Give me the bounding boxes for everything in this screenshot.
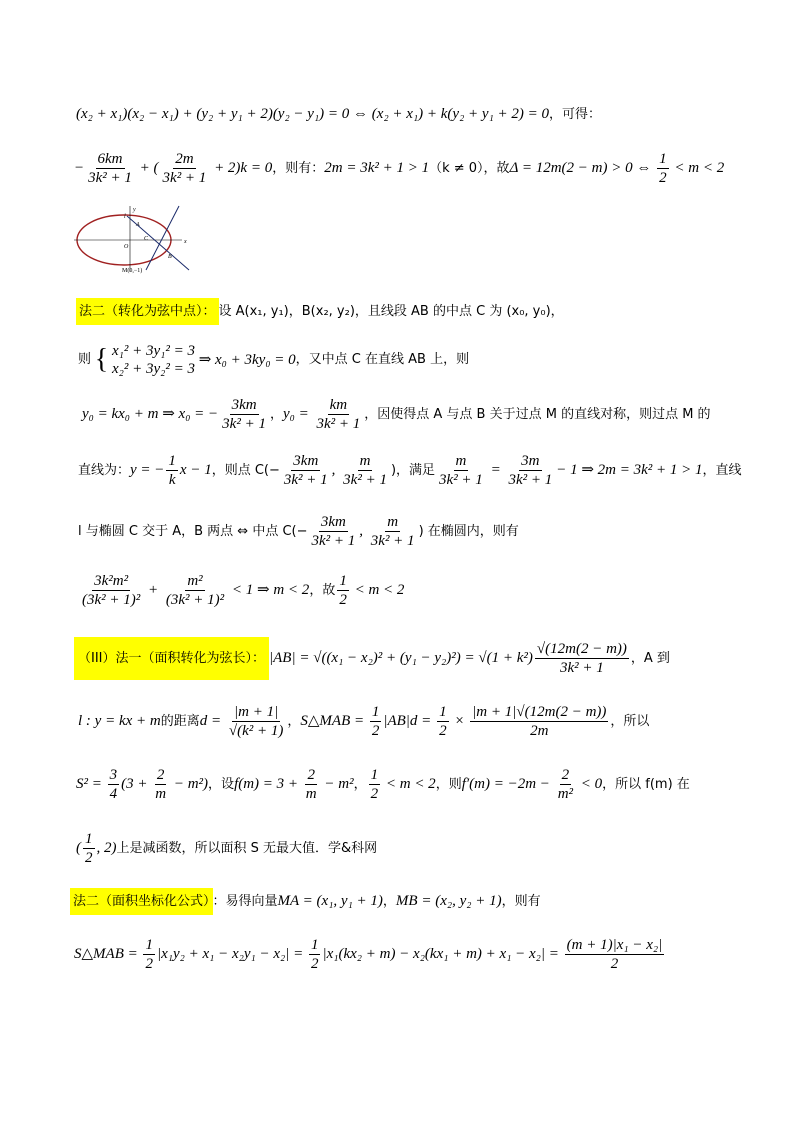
label-o: O xyxy=(124,244,129,250)
numerator: 1 xyxy=(145,937,153,953)
numerator: m xyxy=(359,453,371,469)
fraction xyxy=(164,572,226,609)
line-13 xyxy=(70,892,541,910)
fraction xyxy=(369,766,381,803)
operator: × xyxy=(450,712,469,729)
section-heading-part-3-method-1: （III）法一（面积转化为弦长）： xyxy=(74,637,269,680)
line-l xyxy=(146,206,179,270)
numerator: 1 xyxy=(370,767,379,783)
denominator: (3k² + 1)² xyxy=(82,592,141,608)
fraction xyxy=(304,766,319,803)
fraction xyxy=(369,513,417,550)
text: （k ≠ 0），故 xyxy=(429,160,510,176)
separator: ， xyxy=(269,406,283,422)
fraction xyxy=(556,766,575,803)
line-12 xyxy=(76,830,377,867)
text: ，可得： xyxy=(549,107,602,122)
numerator: 2 xyxy=(561,767,570,783)
denominator: m xyxy=(305,786,317,802)
text: 上是减函数，所以面积 S 无最大值．学&科网 xyxy=(116,840,378,856)
numerator: 1 xyxy=(439,704,447,720)
equation: S² = xyxy=(76,775,106,792)
equation: < m < 2 xyxy=(382,775,436,792)
fraction xyxy=(86,150,134,187)
denominator: k xyxy=(168,472,176,488)
denominator: 2 xyxy=(145,956,153,972)
fraction xyxy=(341,452,389,489)
equation: < 0 xyxy=(577,775,603,792)
fraction xyxy=(166,452,178,489)
fraction xyxy=(282,452,330,489)
fraction xyxy=(370,703,382,740)
text: ，A 到 xyxy=(630,650,670,666)
denominator: 3k² + 1 xyxy=(311,533,356,549)
line-1 xyxy=(76,105,601,123)
brace: { xyxy=(94,344,109,375)
numerator: 3k²m² xyxy=(94,573,129,589)
numerator: 3km xyxy=(293,453,319,469)
denominator: 2 xyxy=(85,850,93,866)
text: ，所以 f(m) 在 xyxy=(602,776,690,792)
denominator: 4 xyxy=(109,786,118,802)
equation: < m < 2 xyxy=(670,159,725,176)
denominator: 2 xyxy=(370,786,379,802)
label-b: B xyxy=(168,254,172,260)
numerator: √(12m(2 − m)) xyxy=(536,641,627,657)
text: ，则 xyxy=(435,776,462,792)
fraction xyxy=(506,452,554,489)
line-7 xyxy=(78,513,519,550)
numerator: 2 xyxy=(156,767,165,783)
equation-tail: + 2)k = 0 xyxy=(210,159,273,176)
equation: y = − xyxy=(130,461,165,478)
numerator: |m + 1| xyxy=(234,704,279,720)
equation: S△MAB = xyxy=(74,945,142,962)
equation: l : y = kx + m xyxy=(78,712,161,729)
numerator: (m + 1)|x₁ − x₂| xyxy=(566,937,663,953)
text: l 与椭圆 C 交于 A，B 两点 ⇔ 中点 C(− xyxy=(78,523,308,539)
fraction xyxy=(565,936,665,973)
numerator: 1 xyxy=(310,937,319,953)
equation: f(m) = 3 + xyxy=(234,775,302,792)
equation: Δ = 12m(2 − m) > 0 ⇔ xyxy=(509,159,656,176)
denominator: 2 xyxy=(310,956,319,972)
denominator: 3k² + 1 xyxy=(343,472,387,488)
fraction xyxy=(220,396,268,433)
denominator: 3k² + 1 xyxy=(439,472,483,488)
separator: , xyxy=(331,461,340,478)
denominator: 2 xyxy=(610,956,619,972)
text: ，则有 xyxy=(501,894,541,909)
operator: + xyxy=(144,581,162,598)
denominator: 2 xyxy=(371,723,380,739)
separator: , xyxy=(359,522,367,539)
text: 设 A(x₁, y₁)，B(x₂, y₂)，且线段 AB 的中点 C 为 (x₀, y₀)， xyxy=(218,304,564,319)
numerator: 2m xyxy=(175,151,194,167)
numerator: 3 xyxy=(109,767,118,783)
fraction xyxy=(161,150,209,187)
numerator: 1 xyxy=(371,704,380,720)
equation: 2m = 3k² + 1 > 1 xyxy=(324,159,430,176)
denominator: 2 xyxy=(439,723,447,739)
denominator: 3k² + 1 xyxy=(88,170,132,186)
fraction xyxy=(437,452,485,489)
numerator: 6km xyxy=(97,151,123,167)
equation: (3 + xyxy=(121,775,152,792)
separator: ， xyxy=(382,894,396,909)
text: ，直线 xyxy=(702,462,742,478)
fraction xyxy=(108,766,120,803)
equation-system xyxy=(112,342,195,378)
numerator: 1 xyxy=(85,831,93,847)
numerator: 2 xyxy=(307,767,315,783)
denominator: 2m xyxy=(530,723,549,739)
equation: y₀ = kx₀ + m ⇒ x₀ = − xyxy=(82,405,219,422)
numerator: 3km xyxy=(231,397,257,413)
line-6 xyxy=(78,452,742,489)
fraction xyxy=(657,150,669,187)
line-8 xyxy=(78,572,404,609)
fraction xyxy=(437,703,449,740)
denominator: (3k² + 1)² xyxy=(165,592,225,608)
line-11 xyxy=(76,766,690,803)
text: ，故 xyxy=(309,582,336,598)
equation: |AB|d = xyxy=(383,712,436,729)
equation: y₀ = xyxy=(282,405,313,422)
equation: x − 1 xyxy=(179,461,212,478)
fraction xyxy=(143,936,155,973)
numerator: 1 xyxy=(168,453,176,469)
denominator: 3k² + 1 xyxy=(560,660,604,676)
label-m: M(0,−1) xyxy=(122,268,143,274)
numerator: km xyxy=(329,397,348,413)
equation: < m < 2 xyxy=(350,581,405,598)
paren-open: ( xyxy=(76,839,81,856)
fraction xyxy=(314,396,362,433)
denominator: 3k² + 1 xyxy=(508,472,553,488)
fraction xyxy=(80,572,142,609)
line-4 xyxy=(78,342,469,378)
numerator: |m + 1|√(12m(2 − m)) xyxy=(472,704,607,720)
numerator: 3m xyxy=(521,453,540,469)
line-10 xyxy=(78,703,649,740)
separator: ， xyxy=(287,713,301,729)
operator: = xyxy=(486,461,505,478)
fraction xyxy=(470,703,608,740)
numerator: 1 xyxy=(339,573,347,589)
equation: |AB| = √((x₁ − x₂)² + (y₁ − y₂)²) = √(1 + k²) xyxy=(269,649,533,666)
label-a: A xyxy=(136,222,140,228)
text: ：易得向量 xyxy=(212,894,278,909)
numerator: m xyxy=(387,514,399,530)
label-c: C xyxy=(144,236,149,242)
text: )，满足 xyxy=(390,462,436,478)
minus-sign: − xyxy=(74,159,85,176)
system-eq-2: x₂² + 3y₂² = 3 xyxy=(111,361,195,377)
ellipse-figure xyxy=(74,202,194,274)
section-heading-method-2-coordinates: 法二（面积坐标化公式） xyxy=(70,888,213,915)
line-14 xyxy=(74,936,666,973)
fraction xyxy=(153,766,168,803)
denominator: 2 xyxy=(339,592,347,608)
text: ，又中点 C 在直线 AB 上，则 xyxy=(295,352,470,368)
equation: S△MAB = xyxy=(300,712,368,729)
numerator: 1 xyxy=(659,151,667,167)
text: ，因使得点 A 与点 B 关于过点 M 的直线对称，则过点 M 的 xyxy=(364,406,711,422)
line-3 xyxy=(76,302,564,320)
line-2 xyxy=(74,150,724,187)
text: 的距离 xyxy=(160,713,200,729)
equation: (x₂ + x₁)(x₂ − x₁) + (y₂ + y₁ + 2)(y₂ − y₁) = 0 ⇔ (x₂ + x₁) + k(y₂ + y₁ + 2) = 0 xyxy=(76,106,550,122)
denominator: 2 xyxy=(659,170,667,186)
denominator: 3k² + 1 xyxy=(370,533,415,549)
operator: + ( xyxy=(135,159,159,176)
fraction xyxy=(83,830,95,867)
denominator: m xyxy=(155,786,167,802)
fraction xyxy=(337,572,349,609)
label-l: l xyxy=(124,214,126,220)
denominator: 3k² + 1 xyxy=(283,472,328,488)
label-x: x xyxy=(184,239,187,245)
text: ，设 xyxy=(208,776,235,792)
equation: − 1 ⇒ 2m = 3k² + 1 > 1 xyxy=(556,461,703,478)
numerator: m xyxy=(455,453,467,469)
text: 则 xyxy=(78,352,92,368)
denominator: 3k² + 1 xyxy=(162,170,207,186)
equation: f′(m) = −2m − xyxy=(461,775,554,792)
fraction xyxy=(227,703,286,740)
text: 直线为： xyxy=(78,462,131,478)
fraction xyxy=(309,936,321,973)
text: ) 在椭圆内，则有 xyxy=(418,523,519,539)
equation: − m² xyxy=(320,775,354,792)
label-y: y xyxy=(133,207,136,213)
fraction xyxy=(535,640,629,677)
text: ，则有： xyxy=(272,160,325,176)
numerator: m² xyxy=(187,573,203,589)
section-heading-method-2: 法二（转化为弦中点）： xyxy=(76,298,219,325)
denominator: √(k² + 1) xyxy=(228,723,284,739)
equation: |x₁y₂ + x₁ − x₂y₁ − x₂| = xyxy=(156,945,307,962)
vector-ma: MA = (x₁, y₁ + 1) xyxy=(277,893,383,909)
equation: < 1 ⇒ m < 2 xyxy=(228,581,310,598)
equation: − m²) xyxy=(170,775,209,792)
denominator: m² xyxy=(557,786,574,802)
fraction xyxy=(310,513,358,550)
separator: ， xyxy=(353,776,367,792)
text: ，所以 xyxy=(610,713,650,729)
equation: ⇒ x₀ + 3ky₀ = 0 xyxy=(198,352,296,368)
equation: d = xyxy=(199,712,225,729)
numerator: 3km xyxy=(320,514,346,530)
denominator: 3k² + 1 xyxy=(222,416,266,432)
equation: , 2) xyxy=(96,839,117,856)
denominator: 3k² + 1 xyxy=(316,416,361,432)
line-5 xyxy=(82,396,711,433)
system-eq-1: x₁² + 3y₁² = 3 xyxy=(111,343,195,359)
vector-mb: MB = (x₂, y₂ + 1) xyxy=(395,893,502,909)
line-9 xyxy=(74,640,670,677)
text: ，则点 C(− xyxy=(211,462,280,478)
equation: |x₁(kx₂ + m) − x₂(kx₁ + m) + x₁ − x₂| = xyxy=(322,945,563,962)
